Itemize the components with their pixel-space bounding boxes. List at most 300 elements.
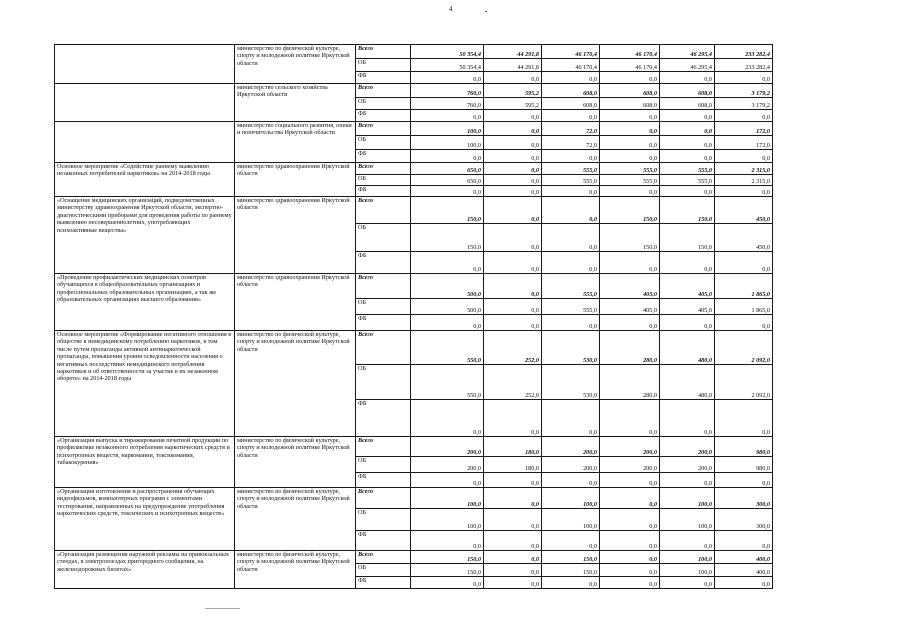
amount-value: 450,0 (756, 215, 770, 223)
year-value-cell (411, 331, 484, 437)
amount-value: 50 354,4 (459, 63, 481, 71)
funding-source-label: ОБ (358, 98, 367, 105)
scan-mark (205, 608, 240, 609)
amount-value: 0,0 (649, 555, 657, 563)
amount-value: 0,0 (649, 500, 657, 508)
amount-value: 0,0 (531, 127, 539, 135)
amount-value: 100,0 (583, 522, 597, 530)
amount-value: 0,0 (649, 265, 657, 273)
amount-value: 405,0 (643, 306, 657, 314)
amount-value: 150,0 (467, 215, 481, 223)
amount-value: 0,0 (589, 243, 597, 251)
amount-value: 2 315,0 (751, 177, 770, 185)
amount-value: 0,0 (704, 322, 712, 330)
amount-value: 280,0 (643, 356, 657, 364)
amount-value: 150,0 (583, 568, 597, 576)
amount-value: 0,0 (531, 113, 539, 121)
funding-source-cell (356, 274, 411, 331)
amount-value: 0,0 (473, 479, 481, 487)
amount-value: 172,0 (756, 127, 770, 135)
amount-value: 0,0 (531, 290, 539, 298)
funding-source-label: Всего (358, 45, 373, 52)
executor-cell: министерство здравоохранения Иркутской области (235, 274, 356, 331)
total-value-cell (715, 45, 773, 84)
year-value-cell (542, 45, 600, 84)
funding-source-label: Всего (358, 274, 373, 281)
table-row (55, 331, 773, 437)
funding-source-label: ОБ (358, 59, 367, 66)
amount-value: 0,0 (704, 113, 712, 121)
amount-value: 0,0 (762, 154, 770, 162)
amount-value: 150,0 (467, 243, 481, 251)
amount-value: 0,0 (762, 322, 770, 330)
amount-value: 0,0 (649, 322, 657, 330)
year-value-cell (600, 197, 660, 274)
amount-value: 0,0 (531, 75, 539, 83)
amount-value: 555,0 (698, 166, 712, 174)
amount-value: 0,0 (531, 555, 539, 563)
year-value-cell (484, 437, 542, 488)
table-row (55, 437, 773, 488)
amount-value: 0,0 (531, 265, 539, 273)
year-value-cell (484, 84, 542, 122)
funding-source-label: ФБ (358, 110, 367, 117)
funding-source-label: ФБ (358, 577, 367, 584)
year-value-cell (542, 488, 600, 551)
amount-value: 0,0 (704, 188, 712, 196)
amount-value: 0,0 (589, 322, 597, 330)
year-value-cell (600, 45, 660, 84)
year-value-cell (484, 551, 542, 589)
amount-value: 1 865,0 (751, 290, 770, 298)
amount-value: 0,0 (762, 188, 770, 196)
funding-source-label: ОБ (358, 509, 367, 516)
year-value-cell (542, 437, 600, 488)
funding-source-label: ФБ (358, 531, 367, 538)
year-value-cell (660, 551, 715, 589)
funding-source-cell (356, 331, 411, 437)
page-number: 4 (449, 5, 453, 13)
amount-value: 280,0 (643, 391, 657, 399)
table-row (55, 84, 773, 122)
year-value-cell (411, 122, 484, 163)
year-value-cell (600, 122, 660, 163)
amount-value: 0,0 (531, 542, 539, 550)
funding-source-label: Всего (358, 488, 373, 495)
amount-value: 150,0 (583, 555, 597, 563)
amount-value: 0,0 (531, 428, 539, 436)
amount-value: 100,0 (698, 522, 712, 530)
amount-value: 100,0 (698, 568, 712, 576)
amount-value: 0,0 (762, 479, 770, 487)
amount-value: 44 291,8 (517, 50, 539, 58)
funding-source-label: ОБ (358, 299, 367, 306)
funding-source-label: Всего (358, 437, 373, 444)
total-value-cell (715, 488, 773, 551)
amount-value: 0,0 (762, 265, 770, 273)
amount-value: 100,0 (467, 522, 481, 530)
table-row (55, 122, 773, 163)
year-value-cell (411, 84, 484, 122)
funding-source-label: ФБ (358, 72, 367, 79)
amount-value: 400,0 (756, 568, 770, 576)
amount-value: 0,0 (704, 127, 712, 135)
year-value-cell (660, 437, 715, 488)
total-value-cell (715, 551, 773, 589)
amount-value: 0,0 (473, 188, 481, 196)
executor-cell: министерство здравоохранения Иркутской области (235, 197, 356, 274)
amount-value: 150,0 (643, 215, 657, 223)
funding-source-label: ОБ (358, 457, 367, 464)
funding-source-label: ОБ (358, 224, 367, 231)
amount-value: 150,0 (467, 568, 481, 576)
amount-value: 300,0 (756, 522, 770, 530)
amount-value: 200,0 (467, 464, 481, 472)
amount-value: 405,0 (698, 290, 712, 298)
amount-value: 150,0 (643, 243, 657, 251)
amount-value: 608,0 (698, 89, 712, 97)
year-value-cell (411, 163, 484, 197)
year-value-cell (411, 197, 484, 274)
funding-source-cell (356, 488, 411, 551)
amount-value: 0,0 (589, 479, 597, 487)
year-value-cell (411, 488, 484, 551)
amount-value: 0,0 (762, 428, 770, 436)
amount-value: 0,0 (531, 243, 539, 251)
funding-source-label: Всего (358, 163, 373, 170)
table-row (55, 45, 773, 84)
amount-value: 0,0 (473, 428, 481, 436)
amount-value: 252,0 (525, 391, 539, 399)
year-value-cell (660, 488, 715, 551)
amount-value: 2 092,0 (751, 356, 770, 364)
amount-value: 0,0 (531, 322, 539, 330)
year-value-cell (484, 488, 542, 551)
amount-value: 0,0 (762, 542, 770, 550)
amount-value: 530,0 (583, 356, 597, 364)
amount-value: 100,0 (467, 500, 481, 508)
amount-value: 0,0 (704, 428, 712, 436)
executor-cell: министерство по физической культуре, спорту и молодежной политике Иркутской области (235, 45, 356, 84)
amount-value: 46 295,4 (690, 63, 712, 71)
event-name-cell: «Организация выпуска и тиражирования печатной продукции по профилактике незаконного потребления наркотических средств и психотропных веществ, наркомании, токсикомании, табакокурения» (55, 437, 235, 488)
amount-value: 0,0 (762, 580, 770, 588)
amount-value: 555,0 (583, 166, 597, 174)
year-value-cell (411, 437, 484, 488)
year-value-cell (484, 197, 542, 274)
amount-value: 608,0 (643, 89, 657, 97)
year-value-cell (600, 331, 660, 437)
amount-value: 0,0 (649, 188, 657, 196)
amount-value: 0,0 (704, 542, 712, 550)
amount-value: 0,0 (649, 522, 657, 530)
amount-value: 180,0 (525, 464, 539, 472)
amount-value: 300,0 (756, 500, 770, 508)
amount-value: 0,0 (649, 580, 657, 588)
funding-source-label: Всего (358, 197, 373, 204)
scan-speck (485, 11, 487, 12)
amount-value: 530,0 (583, 391, 597, 399)
funding-source-cell (356, 197, 411, 274)
amount-value: 555,0 (583, 306, 597, 314)
budget-table (54, 44, 773, 589)
amount-value: 0,0 (649, 479, 657, 487)
year-value-cell (484, 45, 542, 84)
executor-cell: министерство сельского хозяйства Иркутской области (235, 84, 356, 122)
amount-value: 0,0 (704, 75, 712, 83)
event-name-cell: Основное мероприятие «Формирование негативного отношения в обществе к немедицинскому потреблению наркотиков, в том числе путем пропаганды активной антинаркотической пропаганды, повышения уровня осведомленности населения о негативных последствиях немедицинского потребления наркотиков и об ответственности за участие в их незаконном обороте» на 2014-2018 годы (55, 331, 235, 437)
table-row (55, 274, 773, 331)
amount-value: 0,0 (531, 215, 539, 223)
amount-value: 608,0 (583, 101, 597, 109)
executor-cell: министерство по физической культуре, спорту и молодежной политике Иркутской области (235, 437, 356, 488)
amount-value: 0,0 (649, 428, 657, 436)
amount-value: 555,0 (643, 177, 657, 185)
amount-value: 608,0 (583, 89, 597, 97)
amount-value: 0,0 (704, 479, 712, 487)
funding-source-label: ФБ (358, 473, 367, 480)
amount-value: 0,0 (762, 75, 770, 83)
amount-value: 480,0 (698, 391, 712, 399)
amount-value: 0,0 (589, 215, 597, 223)
event-name-cell: «Организация изготовления и распространения обучающих видеофильмов, компьютерных программ с элементами тестирования, направленных на предупреждение употребления наркотических средств, токсических и психотропных веществ» (55, 488, 235, 551)
amount-value: 200,0 (698, 448, 712, 456)
amount-value: 555,0 (698, 177, 712, 185)
table-row (55, 551, 773, 589)
executor-cell: министерство по физической культуре, спорту и молодежной политике Иркутской области (235, 331, 356, 437)
amount-value: 0,0 (589, 154, 597, 162)
amount-value: 150,0 (698, 215, 712, 223)
amount-value: 172,0 (756, 141, 770, 149)
amount-value: 46 170,4 (635, 63, 657, 71)
amount-value: 46 170,4 (635, 50, 657, 58)
year-value-cell (542, 163, 600, 197)
amount-value: 0,0 (704, 154, 712, 162)
year-value-cell (660, 331, 715, 437)
amount-value: 0,0 (649, 75, 657, 83)
year-value-cell (542, 551, 600, 589)
amount-value: 0,0 (589, 428, 597, 436)
amount-value: 0,0 (649, 141, 657, 149)
funding-source-label: ОБ (358, 175, 367, 182)
executor-cell: министерство здравоохранения Иркутской области (235, 163, 356, 197)
amount-value: 608,0 (698, 101, 712, 109)
year-value-cell (660, 274, 715, 331)
amount-value: 252,0 (525, 356, 539, 364)
year-value-cell (660, 45, 715, 84)
amount-value: 0,0 (531, 188, 539, 196)
year-value-cell (542, 331, 600, 437)
amount-value: 72,0 (586, 141, 597, 149)
amount-value: 0,0 (473, 154, 481, 162)
amount-value: 405,0 (643, 290, 657, 298)
table-row (55, 488, 773, 551)
amount-value: 0,0 (589, 580, 597, 588)
amount-value: 0,0 (531, 166, 539, 174)
amount-value: 3 179,2 (751, 89, 770, 97)
total-value-cell (715, 122, 773, 163)
amount-value: 200,0 (643, 464, 657, 472)
amount-value: 2 092,0 (751, 391, 770, 399)
amount-value: 46 295,4 (690, 50, 712, 58)
amount-value: 0,0 (589, 113, 597, 121)
amount-value: 200,0 (467, 448, 481, 456)
executor-cell: министерство социального развития, опеки и попечительства Иркутской области (235, 122, 356, 163)
year-value-cell (542, 197, 600, 274)
funding-source-label: Всего (358, 122, 373, 129)
amount-value: 180,0 (525, 448, 539, 456)
amount-value: 72,0 (586, 127, 597, 135)
amount-value: 0,0 (531, 479, 539, 487)
amount-value: 0,0 (589, 75, 597, 83)
amount-value: 0,0 (649, 113, 657, 121)
event-name-cell: «Проведение профилактических медицинских осмотров обучающихся в общеобразовательных организациях и профессиональных образовательных организациях, а так же образовательных организациях высшего образования» (55, 274, 235, 331)
amount-value: 405,0 (698, 306, 712, 314)
table-row (55, 163, 773, 197)
amount-value: 500,0 (467, 306, 481, 314)
event-name-cell: «Организация размещения наружной рекламы на привокзальных стендах, в электропоездах пригородного сообщения, на железнодорожных билетах» (55, 551, 235, 589)
amount-value: 980,0 (756, 448, 770, 456)
year-value-cell (484, 274, 542, 331)
amount-value: 3 179,2 (751, 101, 770, 109)
year-value-cell (484, 331, 542, 437)
funding-source-cell (356, 437, 411, 488)
amount-value: 608,0 (643, 101, 657, 109)
funding-source-cell (356, 84, 411, 122)
amount-value: 0,0 (531, 568, 539, 576)
total-value-cell (715, 84, 773, 122)
amount-value: 100,0 (467, 127, 481, 135)
funding-source-label: ФБ (358, 150, 367, 157)
amount-value: 595,2 (525, 101, 539, 109)
amount-value: 0,0 (531, 522, 539, 530)
amount-value: 0,0 (531, 500, 539, 508)
amount-value: 0,0 (649, 127, 657, 135)
amount-value: 555,0 (583, 177, 597, 185)
event-name-cell: «Оснащение медицинских организаций, подведомственных министерству здравоохранения Иркутской области, экспертно-диагностическими приборами для проведения работы по раннему выявлению несовершеннолетних, употребляющих психоактивные вещества» (55, 197, 235, 274)
amount-value: 200,0 (643, 448, 657, 456)
amount-value: 50 354,4 (459, 50, 481, 58)
amount-value: 0,0 (589, 188, 597, 196)
amount-value: 0,0 (649, 542, 657, 550)
amount-value: 44 291,8 (517, 63, 539, 71)
event-name-cell: Основное мероприятие «Содействие раннему выявлению незаконных потребителей наркотиков» на 2014-2018 годы (55, 163, 235, 197)
executor-cell: министерство по физической культуре, спорту и молодежной политике Иркутской области (235, 551, 356, 589)
funding-source-cell (356, 163, 411, 197)
amount-value: 0,0 (704, 265, 712, 273)
amount-value: 760,0 (467, 101, 481, 109)
amount-value: 760,0 (467, 89, 481, 97)
amount-value: 0,0 (531, 141, 539, 149)
amount-value: 200,0 (698, 464, 712, 472)
amount-value: 1 865,0 (751, 306, 770, 314)
amount-value: 0,0 (649, 154, 657, 162)
year-value-cell (411, 45, 484, 84)
year-value-cell (660, 84, 715, 122)
funding-source-cell (356, 45, 411, 84)
funding-source-label: Всего (358, 551, 373, 558)
amount-value: 550,0 (467, 356, 481, 364)
year-value-cell (660, 163, 715, 197)
total-value-cell (715, 437, 773, 488)
year-value-cell (542, 274, 600, 331)
amount-value: 233 282,4 (745, 63, 770, 71)
year-value-cell (600, 551, 660, 589)
amount-value: 480,0 (698, 356, 712, 364)
year-value-cell (411, 551, 484, 589)
year-value-cell (600, 274, 660, 331)
amount-value: 0,0 (531, 580, 539, 588)
year-value-cell (660, 122, 715, 163)
executor-cell: министерство по физической культуре, спорту и молодежной политике Иркутской области (235, 488, 356, 551)
amount-value: 0,0 (762, 113, 770, 121)
amount-value: 650,0 (467, 166, 481, 174)
amount-value: 0,0 (531, 306, 539, 314)
amount-value: 150,0 (467, 555, 481, 563)
funding-source-label: Всего (358, 331, 373, 338)
funding-source-label: ФБ (358, 186, 367, 193)
amount-value: 0,0 (531, 154, 539, 162)
amount-value: 0,0 (589, 265, 597, 273)
amount-value: 0,0 (531, 177, 539, 185)
amount-value: 0,0 (473, 265, 481, 273)
year-value-cell (600, 163, 660, 197)
funding-source-cell (356, 551, 411, 589)
event-name-cell (55, 84, 235, 122)
event-name-cell (55, 122, 235, 163)
year-value-cell (600, 84, 660, 122)
funding-source-label: ФБ (358, 400, 367, 407)
amount-value: 100,0 (583, 500, 597, 508)
amount-value: 100,0 (698, 500, 712, 508)
amount-value: 46 170,4 (575, 63, 597, 71)
amount-value: 0,0 (473, 542, 481, 550)
amount-value: 0,0 (589, 542, 597, 550)
amount-value: 0,0 (473, 580, 481, 588)
amount-value: 650,0 (467, 177, 481, 185)
funding-source-label: ФБ (358, 252, 367, 259)
total-value-cell (715, 274, 773, 331)
amount-value: 555,0 (583, 290, 597, 298)
event-name-cell (55, 45, 235, 84)
amount-value: 0,0 (649, 568, 657, 576)
year-value-cell (484, 163, 542, 197)
year-value-cell (411, 274, 484, 331)
amount-value: 450,0 (756, 243, 770, 251)
amount-value: 150,0 (698, 243, 712, 251)
year-value-cell (600, 437, 660, 488)
funding-source-label: Всего (358, 84, 373, 91)
amount-value: 555,0 (643, 166, 657, 174)
funding-source-label: ОБ (358, 365, 367, 372)
total-value-cell (715, 197, 773, 274)
funding-source-label: ОБ (358, 564, 367, 571)
amount-value: 550,0 (467, 391, 481, 399)
year-value-cell (600, 488, 660, 551)
amount-value: 0,0 (473, 322, 481, 330)
amount-value: 46 170,4 (575, 50, 597, 58)
amount-value: 100,0 (467, 141, 481, 149)
amount-value: 0,0 (704, 580, 712, 588)
year-value-cell (542, 84, 600, 122)
year-value-cell (542, 122, 600, 163)
amount-value: 400,0 (756, 555, 770, 563)
amount-value: 0,0 (704, 141, 712, 149)
amount-value: 2 315,0 (751, 166, 770, 174)
amount-value: 200,0 (583, 464, 597, 472)
amount-value: 100,0 (698, 555, 712, 563)
funding-source-label: ФБ (358, 315, 367, 322)
